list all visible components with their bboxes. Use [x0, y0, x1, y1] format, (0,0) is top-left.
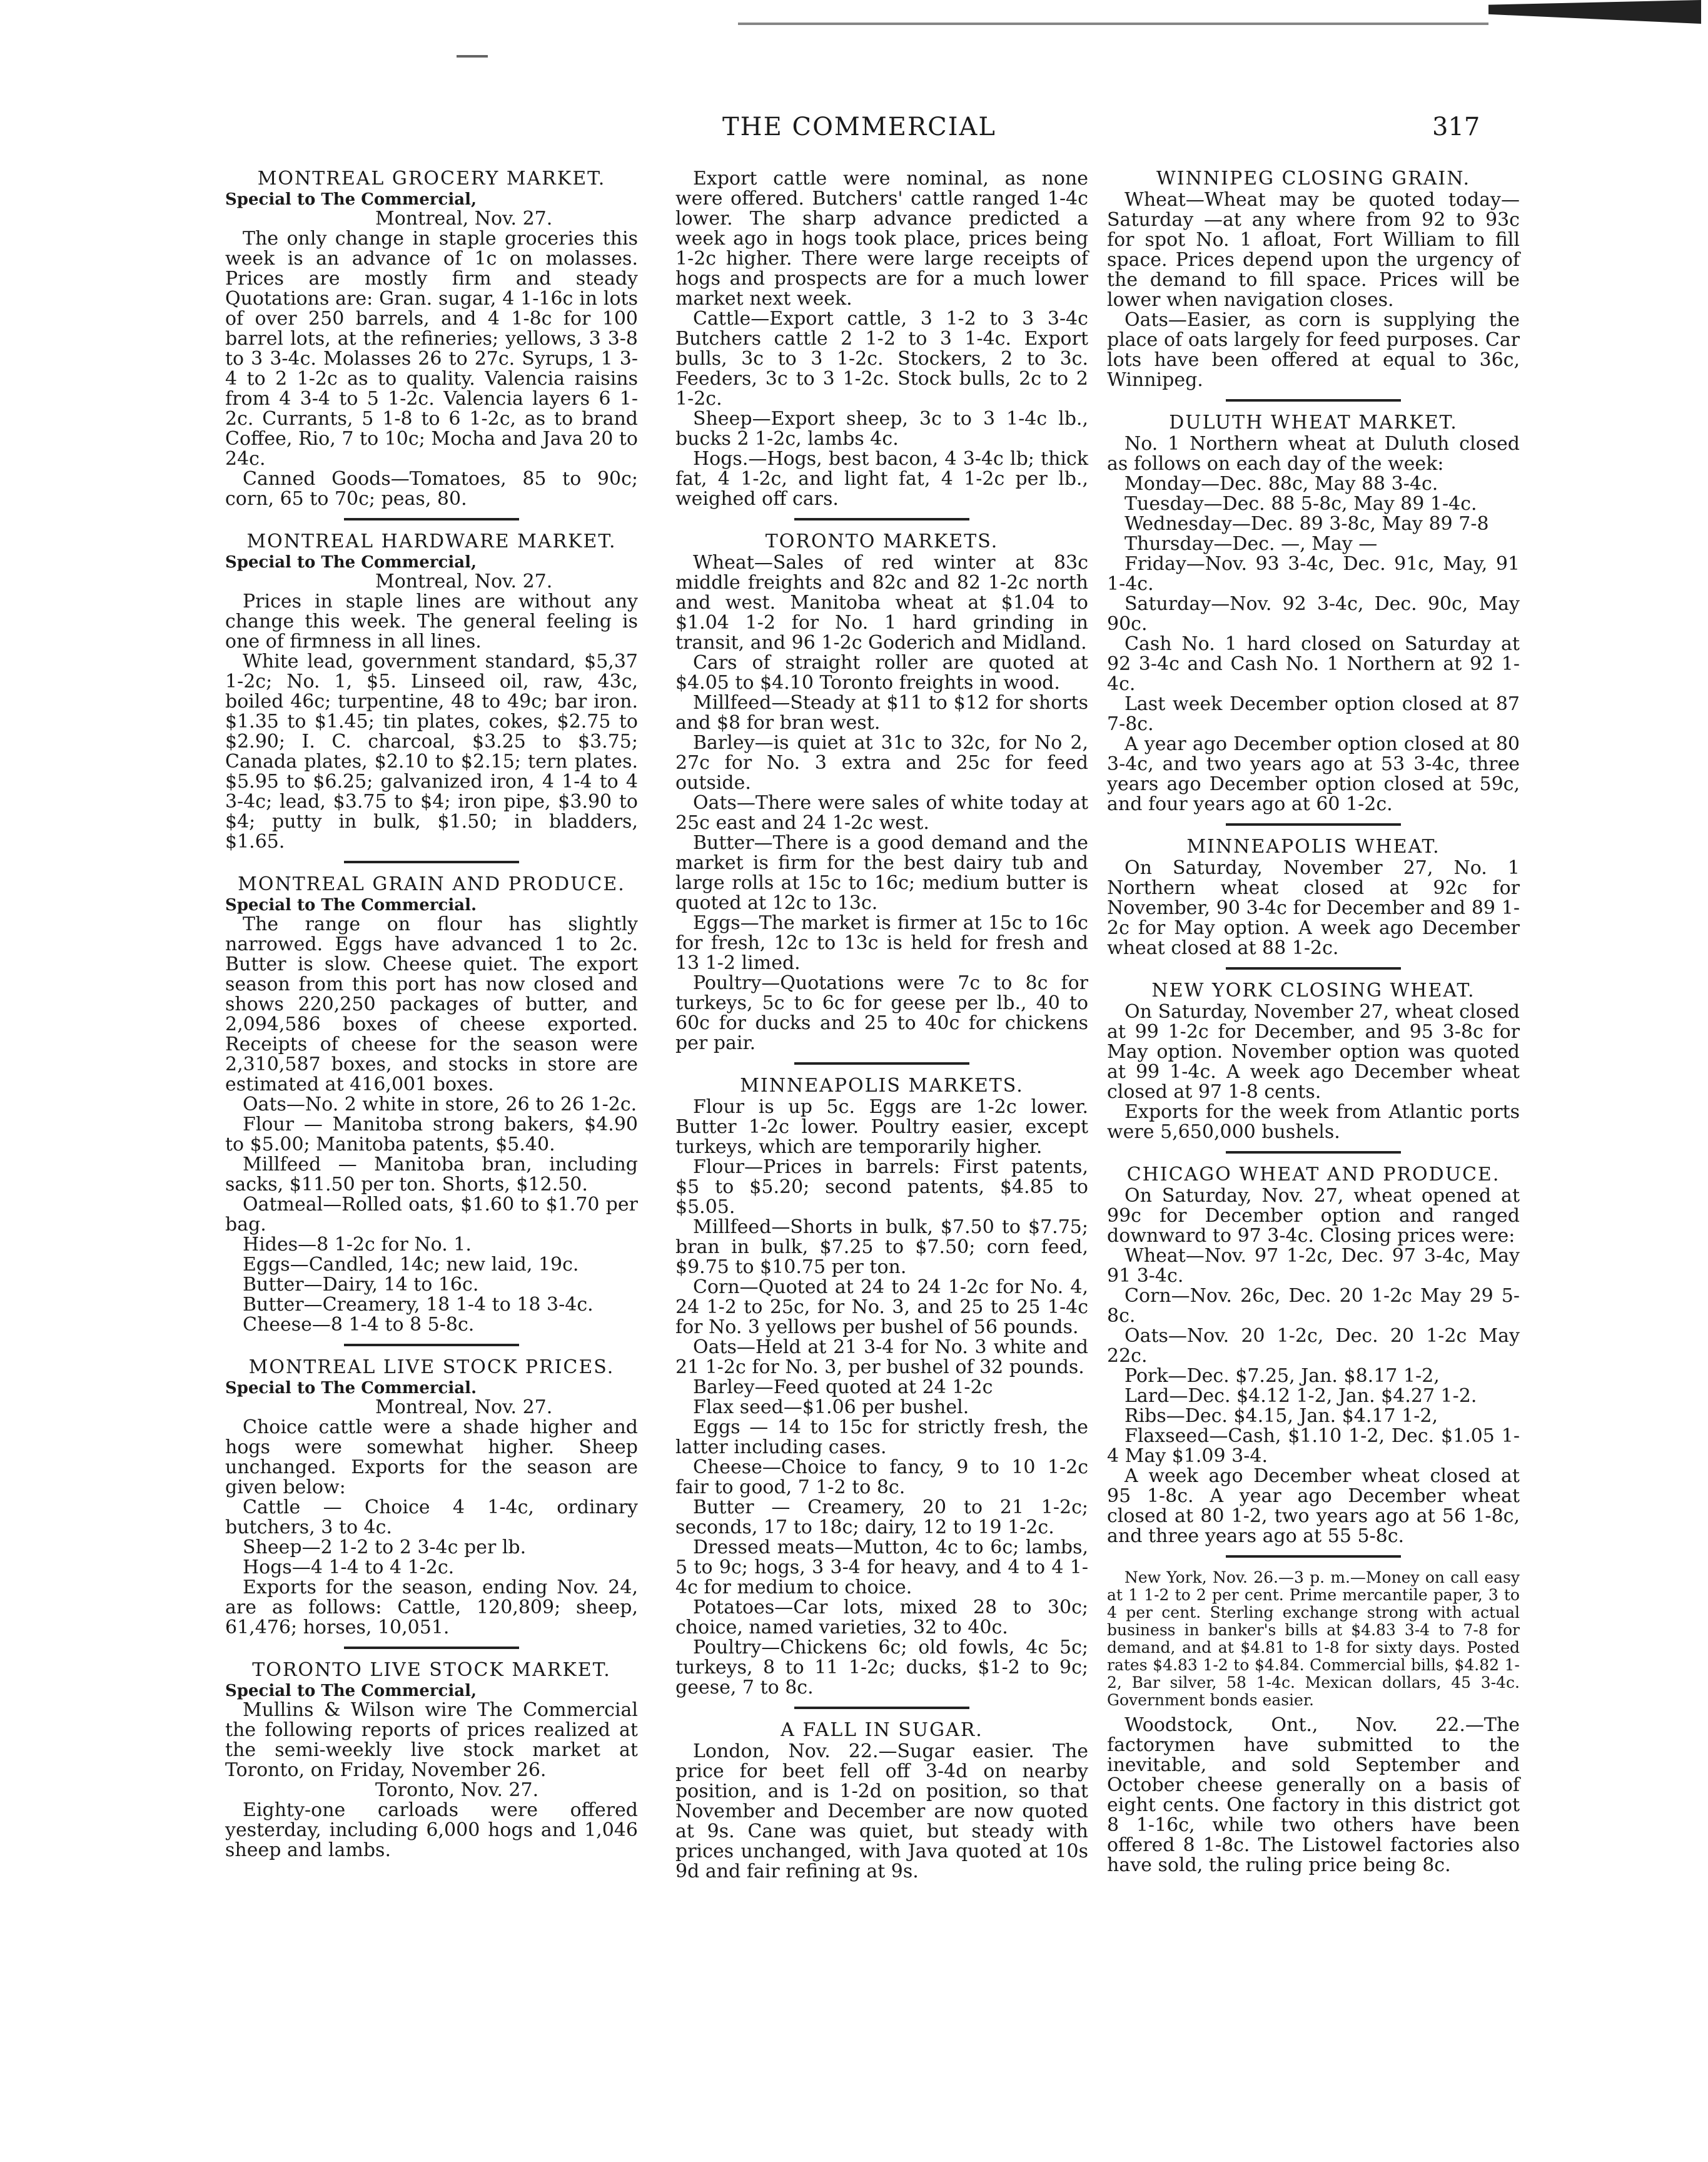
- paragraph: Oats—Easier, as corn is supplying the place of oats largely for feed purposes. Car lots have been offered at equal to 36c, Winnipeg.: [1107, 309, 1520, 391]
- paragraph: Export cattle were nominal, as none were offered. Butchers' cattle ranged 1-4c lower. The sharp advance predicted a week ago in hogs took place, prices being 1-2c higher. There were large receipts of hogs and prospects are for a much lower market next week.: [675, 168, 1088, 310]
- article-minneapolis-markets: [675, 1076, 1088, 1698]
- paragraph: Flour — Manitoba strong bakers, $4.90 to $5.00; Manitoba patents, $5.40.: [225, 1114, 638, 1155]
- price-line: Tuesday—Dec. 88 5-8c, May 89 1-4c.: [1124, 493, 1477, 515]
- paragraph: Exports for the week from Atlantic ports were 5,650,000 bushels.: [1107, 1101, 1520, 1143]
- column-3: [1107, 169, 1520, 1882]
- article-byline: Special to The Commercial.: [225, 896, 477, 915]
- article-title: TORONTO MARKETS.: [765, 530, 999, 552]
- article-title: A FALL IN SUGAR.: [781, 1719, 983, 1741]
- price-line: Butter—Creamery, 18 1-4 to 18 3-4c.: [243, 1294, 594, 1316]
- price-line: Friday—Nov. 93 3-4c, Dec. 91c, May, 91 1-4c.: [1107, 553, 1520, 595]
- price-line: Hogs—4 1-4 to 4 1-2c.: [243, 1556, 455, 1578]
- dateline: Toronto, Nov. 27.: [375, 1779, 539, 1801]
- paragraph: On Saturday, Nov. 27, wheat opened at 99c for December option and ranged downward to 97 3-4c. Closing prices were:: [1107, 1185, 1520, 1247]
- paragraph: Wheat—Wheat may be quoted today—Saturday —at any where from 92 to 93c for spot No. 1 afloat, Fort William to fill space. Prices depend upon the urgency of the demand to fill space. Prices will be lower when navigation closes.: [1107, 189, 1520, 311]
- article-winnipeg-closing-grain: [1107, 169, 1520, 390]
- price-line: Flaxseed—Cash, $1.10 1-2, Dec. $1.05 1-4 May $1.09 3-4.: [1107, 1425, 1520, 1467]
- paragraph: Oats—There were sales of white today at 25c east and 24 1-2c west.: [675, 792, 1088, 834]
- paragraph: Last week December option closed at 87 7-8c.: [1107, 693, 1520, 735]
- dateline: Montreal, Nov. 27.: [375, 1396, 553, 1418]
- section-divider: [344, 861, 519, 863]
- paragraph: Flax seed—$1.06 per bushel.: [693, 1396, 969, 1418]
- article-montreal-live-stock: [225, 1358, 638, 1638]
- paragraph: Butter — Creamery, 20 to 21 1-2c; seconds, 17 to 18c; dairy, 12 to 19 1-2c.: [675, 1496, 1088, 1538]
- article-toronto-live-stock-continued: [675, 169, 1088, 509]
- paragraph: Cars of straight roller are quoted at $4.05 to $4.10 Toronto freights in wood.: [675, 652, 1088, 694]
- price-line: Wednesday—Dec. 89 3-8c, May 89 7-8: [1124, 513, 1489, 535]
- column-2: [675, 169, 1088, 1888]
- section-divider: [1226, 967, 1401, 970]
- paragraph: Eggs—The market is firmer at 15c to 16c for fresh, 12c to 13c is held for fresh and 13 1-2 limed.: [675, 912, 1088, 974]
- paragraph: Flour is up 5c. Eggs are 1-2c lower. Butter 1-2c lower. Poultry easier, except turkeys, which are temporarily higher.: [675, 1096, 1088, 1158]
- price-line: Thursday—Dec. —, May —: [1124, 533, 1378, 555]
- paragraph: Flour—Prices in barrels: First patents, $5 to $5.20; second patents, $4.85 to $5.05.: [675, 1156, 1088, 1218]
- paragraph: Sheep—Export sheep, 3c to 3 1-4c lb., bucks 2 1-2c, lambs 4c.: [675, 408, 1088, 450]
- article-woodstock-cheese: [1107, 1715, 1520, 1875]
- paragraph: Prices in staple lines are without any change this week. The general feeling is one of firmness in all lines.: [225, 591, 638, 652]
- price-line: Eggs—Candled, 14c; new laid, 19c.: [243, 1254, 579, 1276]
- paragraph: Millfeed — Manitoba bran, including sacks, $11.50 per ton. Shorts, $12.50.: [225, 1154, 638, 1195]
- article-fall-in-sugar: [675, 1720, 1088, 1882]
- paragraph: White lead, government standard, $5,37 1-2c; No. 1, $5. Linseed oil, raw, 43c, boiled 46c; turpentine, 48 to 49c; bar iron. $1.35 to $1.45; tin plates, cokes, $2.75 to $2.90; I. C. charcoal, $3.25 to $3.75; Canada plates, $2.10 to $2.15; tern plates. $5.95 to $6.25; galvanized iron, 4 1-4 to 4 3-4c; lead, $3.75 to $4; iron pipe, $3.90 to $4; putty in bulk, $1.50; in bladders, $1.65.: [225, 651, 638, 853]
- price-line: Saturday—Nov. 92 3-4c, Dec. 90c, May 90c.: [1107, 593, 1520, 635]
- article-title: MONTREAL HARDWARE MARKET.: [246, 530, 617, 552]
- article-title: WINNIPEG CLOSING GRAIN.: [1156, 168, 1471, 190]
- paragraph: Barley—Feed quoted at 24 1-2c: [693, 1376, 993, 1398]
- price-line: Cheese—8 1-4 to 8 5-8c.: [243, 1314, 475, 1336]
- paragraph: A week ago December wheat closed at 95 1-8c. A year ago December wheat closed at 80 1-2, two years ago at 56 1-8c, and three years ago at 55 5-8c.: [1107, 1465, 1520, 1547]
- article-title: MONTREAL GRAIN AND PRODUCE.: [238, 873, 625, 895]
- article-title: TORONTO LIVE STOCK MARKET.: [252, 1659, 611, 1681]
- paragraph: Hogs.—Hogs, best bacon, 4 3-4c lb; thick fat, 4 1-2c, and light fat, 4 1-2c per lb., weighed off cars.: [675, 448, 1088, 510]
- article-montreal-hardware: [225, 532, 638, 852]
- paragraph: Butter—There is a good demand and the market is firm for the best dairy tub and large rolls at 15c to 16c; medium butter is quoted at 12c to 13c.: [675, 832, 1088, 914]
- price-line: Hides—8 1-2c for No. 1.: [243, 1234, 472, 1256]
- article-title: MONTREAL GROCERY MARKET.: [257, 168, 606, 190]
- price-line: Ribs—Dec. $4.15, Jan. $4.17 1-2,: [1124, 1405, 1438, 1427]
- article-minneapolis-wheat: [1107, 837, 1520, 958]
- page-title: THE COMMERCIAL: [722, 113, 996, 141]
- article-title: NEW YORK CLOSING WHEAT.: [1151, 980, 1475, 1002]
- paragraph: Corn—Quoted at 24 to 24 1-2c for No. 4, 24 1-2 to 25c, for No. 3, and 25 to 25 1-4c for No. 3 yellows per bushel of 56 pounds.: [675, 1276, 1088, 1338]
- dateline: Montreal, Nov. 27.: [375, 571, 553, 592]
- paragraph: Cattle—Export cattle, 3 1-2 to 3 3-4c Butchers cattle 2 1-2 to 3 1-4c. Export bulls, 3c to 3 1-2c. Stockers, 2 to 3c. Feeders, 3c to 3 1-2c. Stock bulls, 2c to 2 1-2c.: [675, 308, 1088, 410]
- section-divider: [794, 518, 969, 520]
- article-new-york-money: [1107, 1569, 1520, 1709]
- paragraph: Dressed meats—Mutton, 4c to 6c; lambs, 5 to 9c; hogs, 3 3-4 for heavy, and 4 to 4 1-4c for medium to choice.: [675, 1536, 1088, 1598]
- section-divider: [344, 1647, 519, 1649]
- section-divider: [794, 1062, 969, 1065]
- price-line: Sheep—2 1-2 to 2 3-4c per lb.: [243, 1536, 527, 1558]
- paragraph: Woodstock, Ont., Nov. 22.—The factorymen have submitted to the inevitable, and sold September and October cheese generally on a basis of eight cents. One factory in this district got 8 1-16c, while two others have been offered 8 1-8c. The Listowel factories also have sold, the ruling price being 8c.: [1107, 1714, 1520, 1876]
- scan-smudge: [1488, 0, 1701, 24]
- section-divider: [344, 1344, 519, 1346]
- paragraph: Wheat—Sales of red winter at 83c middle freights and 82c and 82 1-2c north and west. Manitoba wheat at $1.04 to $1.04 1-2 for No. 1 hard grinding in transit, and 96 1-2c Goderich and Midland.: [675, 552, 1088, 654]
- article-title: CHICAGO WHEAT AND PRODUCE.: [1126, 1164, 1500, 1185]
- section-divider: [794, 1707, 969, 1709]
- price-line: Pork—Dec. $7.25, Jan. $8.17 1-2,: [1124, 1365, 1440, 1387]
- paragraph: Potatoes—Car lots, mixed 28 to 30c; choice, named varieties, 32 to 40c.: [675, 1596, 1088, 1638]
- paragraph: Oatmeal—Rolled oats, $1.60 to $1.70 per bag.: [225, 1194, 638, 1236]
- paragraph: Eighty-one carloads were offered yesterday, including 6,000 hogs and 1,046 sheep and lambs.: [225, 1799, 638, 1861]
- page-number: 317: [1432, 113, 1480, 141]
- paragraph: The range on flour has slightly narrowed. Eggs have advanced 1 to 2c. Butter is slow. Cheese quiet. The export season from this port has now closed and shows 220,250 packages of butter, and 2,094,586 boxes of cheese exported. Receipts of cheese for the season were 2,310,587 boxes, and stocks in store are estimated at 416,001 boxes.: [225, 913, 638, 1095]
- section-divider: [1226, 1151, 1401, 1154]
- article-duluth-wheat: [1107, 413, 1520, 815]
- paragraph: Millfeed—Shorts in bulk, $7.50 to $7.75; bran in bulk, $7.25 to $7.50; corn feed, $9.75 to $10.75 per ton.: [675, 1216, 1088, 1278]
- scan-smudge: [457, 55, 488, 58]
- paragraph: Poultry—Chickens 6c; old fowls, 4c 5c; turkeys, 8 to 11 1-2c; ducks, $1-2 to 9c; geese, 7 to 8c.: [675, 1637, 1088, 1698]
- scan-smudge: [738, 23, 1488, 25]
- paragraph: The only change in staple groceries this week is an advance of 1c on molasses. Prices are mostly firm and steady Quotations are: Gran. sugar, 4 1-16c in lots of over 250 barrels, and 4 1-8c for 100 barrel lots, at the refineries; yellows, 3 3-8 to 3 3-4c. Molasses 26 to 27c. Syrups, 1 3-4 to 2 1-2c as to quality. Valencia raisins from 4 3-4 to 5 1-2c. Valencia layers 6 1-2c. Currants, 5 1-8 to 6 1-2c, as to brand Coffee, Rio, 7 to 10c; Mocha and Java 20 to 24c.: [225, 228, 638, 470]
- price-line: Wheat—Nov. 97 1-2c, Dec. 97 3-4c, May 91 3-4c.: [1107, 1245, 1520, 1287]
- paragraph: Choice cattle were a shade higher and hogs were somewhat higher. Sheep unchanged. Exports for the season are given below:: [225, 1416, 638, 1498]
- paragraph: Oats—No. 2 white in store, 26 to 26 1-2c.: [243, 1094, 637, 1115]
- paragraph: Poultry—Quotations were 7c to 8c for turkeys, 5c to 6c for geese per lb., 40 to 60c for ducks and 25 to 40c for chickens per pair.: [675, 972, 1088, 1054]
- paragraph: Exports for the season, ending Nov. 24, are as follows: Cattle, 120,809; sheep, 61,476; horses, 10,051.: [225, 1576, 638, 1638]
- column-1: [225, 169, 638, 1867]
- dateline: Montreal, Nov. 27.: [375, 208, 553, 230]
- section-divider: [344, 518, 519, 520]
- article-title: MONTREAL LIVE STOCK PRICES.: [248, 1356, 615, 1378]
- paragraph: On Saturday, November 27, No. 1 Northern wheat closed at 92c for November, 90 3-4c for December and 89 1-2c for May option. A week ago December wheat closed at 88 1-2c.: [1107, 857, 1520, 959]
- price-line: Monday—Dec. 88c, May 88 3-4c.: [1124, 473, 1438, 495]
- paragraph: Cash No. 1 hard closed on Saturday at 92 3-4c and Cash No. 1 Northern at 92 1-4c.: [1107, 633, 1520, 695]
- price-line: Lard—Dec. $4.12 1-2, Jan. $4.27 1-2.: [1124, 1385, 1477, 1407]
- article-byline: Special to The Commercial.: [225, 1379, 477, 1398]
- paragraph: New York, Nov. 26.—3 p. m.—Money on call easy at 1 1-2 to 2 per cent. Prime mercantile paper, 3 to 4 per cent. Sterling exchange strong with actual business in banker's bills at $4.83 3-4 to 7-8 for demand, and at $4.81 to 1-8 for sixty days. Posted rates $4.83 1-2 to $4.84. Commercial bills, $4.82 1-2, Bar silver, 58 1-4c. Mexican dollars, 45 3-4c. Government bonds easier.: [1107, 1568, 1520, 1709]
- article-byline: Special to The Commercial,: [225, 190, 477, 209]
- paragraph: Mullins & Wilson wire The Commercial the following reports of prices realized at the semi-weekly live stock market at Toronto, on Friday, November 26.: [225, 1699, 638, 1781]
- article-toronto-markets: [675, 532, 1088, 1053]
- article-toronto-live-stock: [225, 1660, 638, 1860]
- paragraph: Cheese—Choice to fancy, 9 to 10 1-2c fair to good, 7 1-2 to 8c.: [675, 1456, 1088, 1498]
- article-byline: Special to The Commercial,: [225, 1682, 477, 1700]
- price-line: Butter—Dairy, 14 to 16c.: [243, 1274, 479, 1296]
- paragraph: Millfeed—Steady at $11 to $12 for shorts and $8 for bran west.: [675, 692, 1088, 734]
- article-title: DULUTH WHEAT MARKET.: [1169, 412, 1458, 434]
- paragraph: Eggs — 14 to 15c for strictly fresh, the latter including cases.: [675, 1416, 1088, 1458]
- price-line: Cattle — Choice 4 1-4c, ordinary butchers, 3 to 4c.: [225, 1496, 638, 1538]
- paragraph: London, Nov. 22.—Sugar easier. The price for beet fell off 3-4d on nearby position, and is 1-2d on position, so that November and December are now quoted at 9s. Cane was quiet, but steady with prices unchanged, with Java quoted at 10s 9d and fair refining at 9s.: [675, 1740, 1088, 1882]
- paragraph: Barley—is quiet at 31c to 32c, for No 2, 27c for No. 3 extra and 25c for feed outside.: [675, 732, 1088, 794]
- page-header: [0, 113, 1708, 150]
- section-divider: [1226, 1555, 1401, 1558]
- paragraph: On Saturday, November 27, wheat closed at 99 1-2c for December, and 95 3-8c for May option. November option was quoted at 99 1-4c. A week ago December wheat closed at 97 1-8 cents.: [1107, 1001, 1520, 1103]
- section-divider: [1226, 823, 1401, 826]
- section-divider: [1226, 399, 1401, 402]
- paragraph: Canned Goods—Tomatoes, 85 to 90c; corn, 65 to 70c; peas, 80.: [225, 468, 638, 510]
- article-montreal-grocery: [225, 169, 638, 509]
- article-title: MINNEAPOLIS MARKETS.: [740, 1075, 1024, 1097]
- price-line: Corn—Nov. 26c, Dec. 20 1-2c May 29 5-8c.: [1107, 1285, 1520, 1327]
- paragraph: A year ago December option closed at 80 3-4c, and two years ago at 53 3-4c, three years ago December option closed at 59c, and four years ago at 60 1-2c.: [1107, 733, 1520, 815]
- article-title: MINNEAPOLIS WHEAT.: [1186, 836, 1440, 858]
- article-new-york-closing-wheat: [1107, 981, 1520, 1142]
- article-byline: Special to The Commercial,: [225, 553, 477, 572]
- paragraph: Oats—Held at 21 3-4 for No. 3 white and 21 1-2c for No. 3, per bushel of 32 pounds.: [675, 1336, 1088, 1378]
- article-chicago-wheat-produce: [1107, 1165, 1520, 1546]
- price-line: Oats—Nov. 20 1-2c, Dec. 20 1-2c May 22c.: [1107, 1325, 1520, 1367]
- paragraph: No. 1 Northern wheat at Duluth closed as follows on each day of the week:: [1107, 433, 1520, 475]
- article-montreal-grain: [225, 875, 638, 1335]
